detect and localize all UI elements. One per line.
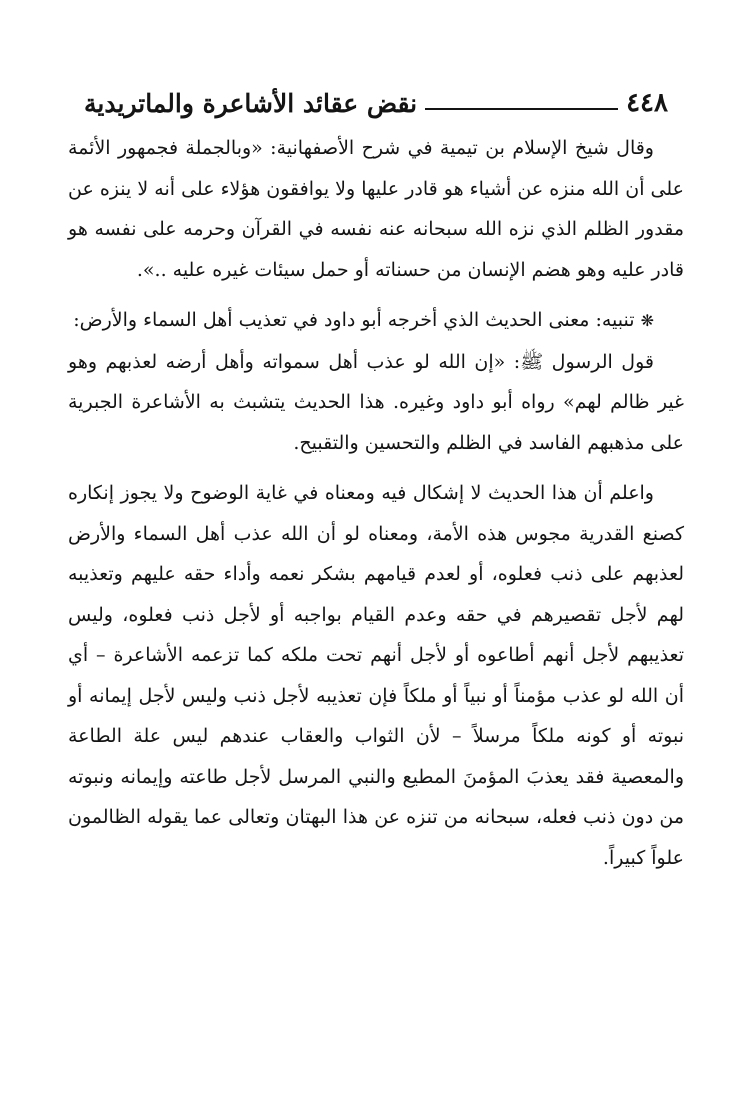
body-text xyxy=(68,128,684,878)
paragraph-note-heading xyxy=(68,300,684,342)
running-title: نقض عقائد الأشاعرة والماتريدية xyxy=(84,89,418,118)
header-rule xyxy=(425,108,618,110)
paragraph-quote-ibn-taymiyya: وقال شيخ الإسلام بن تيمية في شرح الأصفهانية: «وبالجملة فجمهور الأئمة على أن الله منزه عن أشياء هو قادر عليها ولا يوافقون هؤلاء على أنه لا ينزه عن مقدور الظلم الذي نزه الله سبحانه عنه نفسه في القرآن وحرمه على نفسه هو قادر عليه وهو هضم الإنسان من حسناته أو حمل سيئات غيره عليه ..». xyxy=(68,137,684,281)
page-number: ٤٤٨ xyxy=(626,88,668,118)
paragraph-hadith: قول الرسول ﷺ: «إن الله لو عذب أهل سمواته وأهل أرضه لعذبهم وهو غير ظالم لهم» رواه أبو داود وغيره. هذا الحديث يتشبث به الأشاعرة الجبرية على مذهبهم الفاسد في الظلم والتحسين والتقبيح. xyxy=(68,350,684,454)
page-header xyxy=(84,78,668,122)
paragraph-explanation: واعلم أن هذا الحديث لا إشكال فيه ومعناه في غاية الوضوح ولا يجوز إنكاره كصنع القدرية مجوس هذه الأمة، ومعناه لو أن الله عذب أهل السماء والأرض لعذبهم على ذنب فعلوه، أو لعدم قيامهم بشكر نعمه وأداء حقه عليهم وتعذيبه لهم لأجل تقصيرهم في حقه وعدم القيام بواجبه أو لأجل ذنب فعلوه، وليس تعذيبهم لأجل أنهم أطاعوه أو لأجل أنهم تحت ملكه كما تزعمه الأشاعرة – أي أن الله لو عذب مؤمناً أو نبياً أو ملكاً فإن تعذيبه لأجل ذنب وليس لأجل إيمانه أو نبوته أو كونه ملكاً مرسلاً – لأن الثواب والعقاب عندهم ليس علة الطاعة والمعصية فقد يعذبَ المؤمنَ المطيع والنبي المرسل لأجل طاعته وإيمانه ونبوته من دون ذنب فعله، سبحانه من تنزه عن هذا البهتان وتعالى عما يقوله الظالمون علواً كبيراً. xyxy=(68,482,684,869)
note-marker-icon: ❋ xyxy=(640,311,654,330)
note-heading-text: تنبيه: معنى الحديث الذي أخرجه أبو داود في تعذيب أهل السماء والأرض: xyxy=(73,309,635,331)
